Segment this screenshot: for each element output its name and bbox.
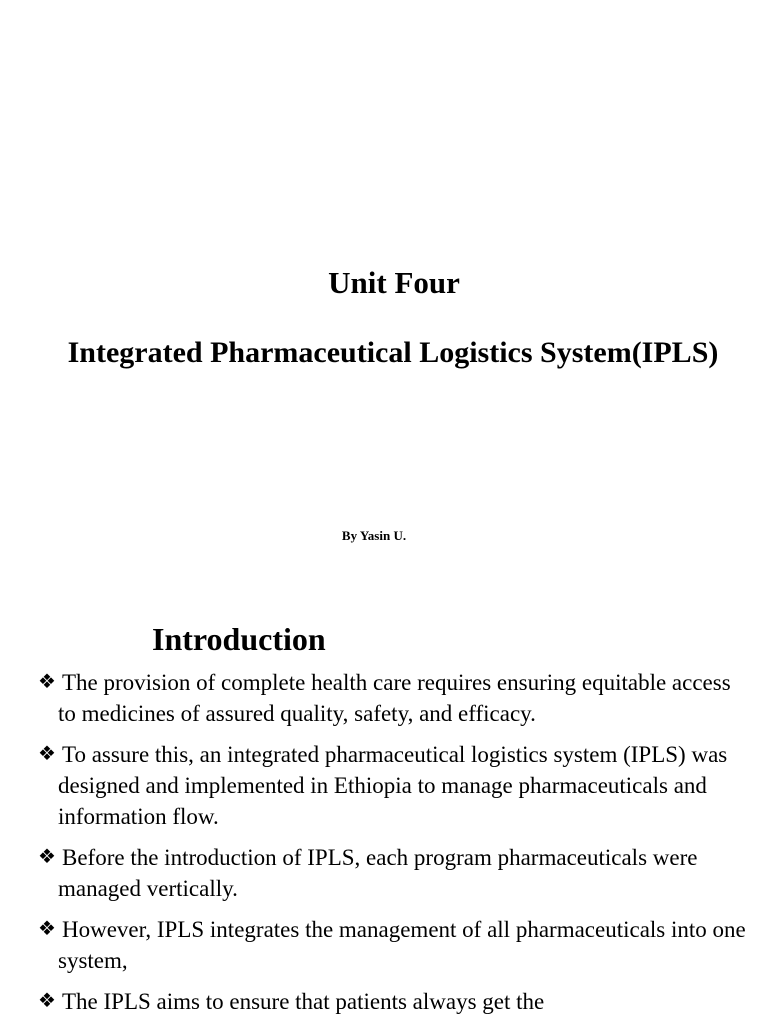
- bullet-item: [38, 739, 750, 832]
- diamond-bullet-icon: ❖: [38, 844, 56, 868]
- author-byline: By Yasin U.: [341, 528, 407, 543]
- unit-title: Unit Four: [328, 265, 460, 300]
- bullet-item: [38, 667, 750, 729]
- diamond-bullet-icon: ❖: [38, 988, 56, 1012]
- bullet-text: To assure this, an integrated pharmaceutical logistics system (IPLS) was designed and implemented in Ethiopia to manage pharmaceuticals and information flow.: [58, 742, 728, 829]
- diamond-bullet-icon: ❖: [38, 669, 56, 693]
- bullet-text: However, IPLS integrates the management of all pharmaceuticals into one system,: [58, 917, 746, 973]
- diamond-bullet-icon: ❖: [38, 741, 56, 765]
- bullet-item: [38, 842, 750, 904]
- bullet-text: Before the introduction of IPLS, each program pharmaceuticals were managed vertically.: [58, 845, 698, 901]
- bullet-text: The provision of complete health care requires ensuring equitable access to medicines of assured quality, safety, and efficacy.: [58, 670, 731, 726]
- introduction-heading: Introduction: [152, 621, 326, 657]
- bullet-text: The IPLS aims to ensure that patients always get the: [62, 989, 545, 1014]
- bullet-item: [38, 914, 750, 976]
- introduction-bullet-list: [38, 667, 750, 1027]
- main-title: Integrated Pharmaceutical Logistics System(IPLS): [67, 336, 719, 369]
- bullet-item: [38, 986, 750, 1017]
- diamond-bullet-icon: ❖: [38, 916, 56, 940]
